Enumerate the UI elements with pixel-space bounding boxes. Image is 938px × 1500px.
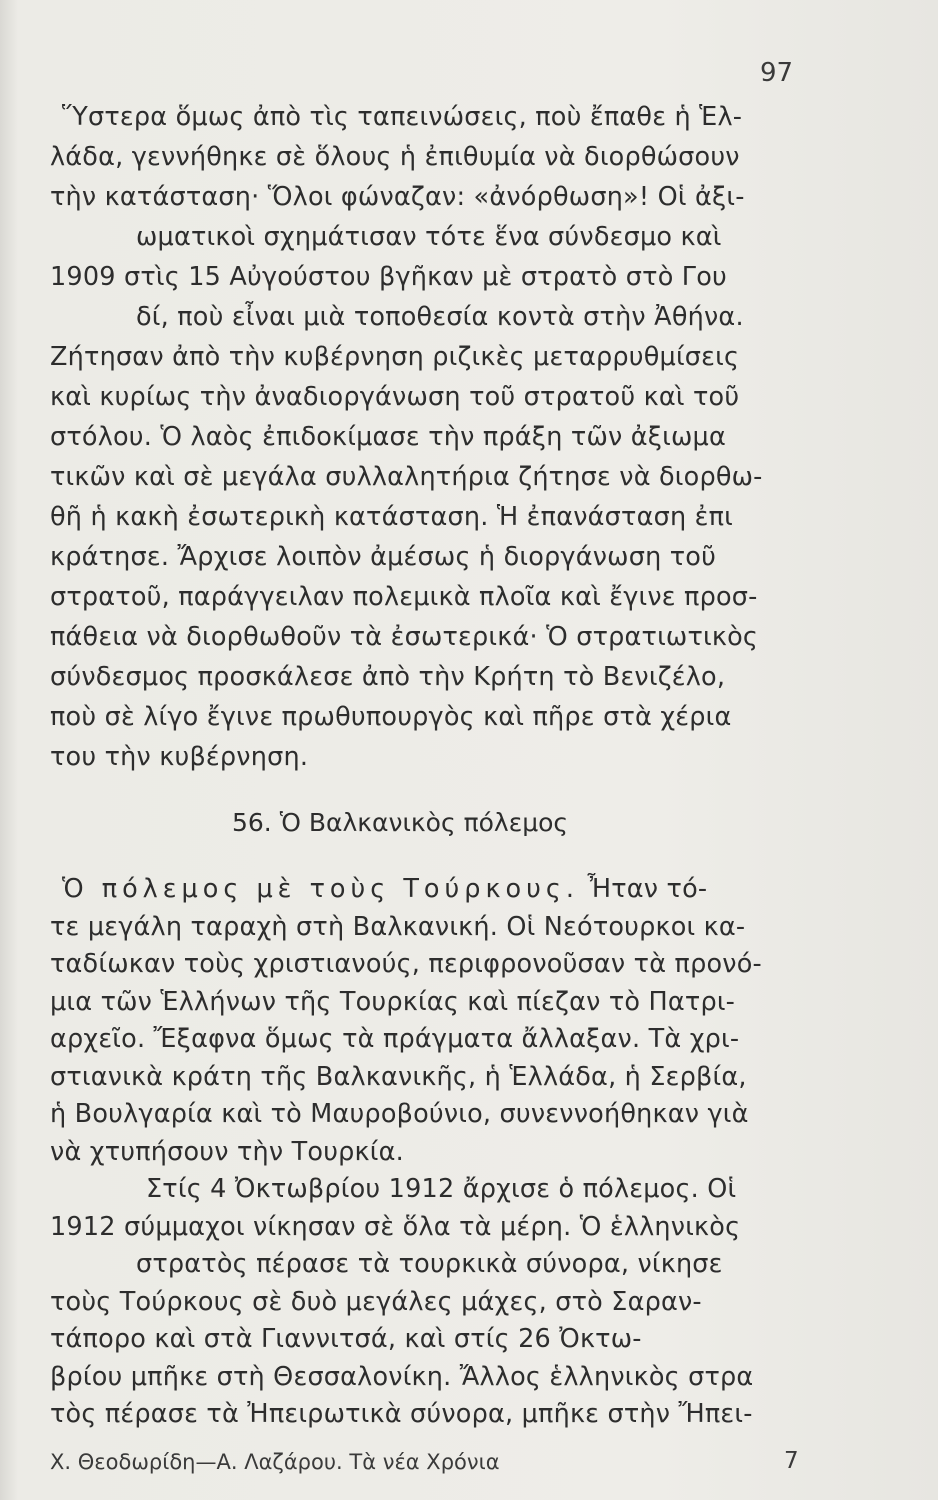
text-line: τάπορο καὶ στὰ Γιαννιτσά, καὶ στίς 26 Ὀκτω- (50, 1324, 642, 1354)
spaced-title: Ὁ πόλεμος μὲ τοὺς Τούρκους. (62, 874, 579, 904)
text-line: στρατοῦ, παράγγειλαν πολεμικὰ πλοῖα καὶ ἔγινε προσ- (50, 582, 758, 612)
text-line: κράτησε. Ἄρχισε λοιπὸν ἀμέσως ἡ διοργάνωση τοῦ (50, 542, 717, 572)
text-line: καὶ κυρίως τὴν ἀναδιοργάνωση τοῦ στρατοῦ καὶ τοῦ (50, 382, 740, 412)
text-line: ποὺ σὲ λίγο ἔγινε πρωθυπουργὸς καὶ πῆρε στὰ χέρια (50, 702, 732, 732)
text-line: βρίου μπῆκε στὴ Θεσσαλονίκη. Ἄλλος ἑλληνικὸς στρα (50, 1361, 754, 1392)
text-line: τὴν κατάσταση· Ὅλοι φώναζαν: «ἀνόρθωση»! Οἱ ἀξι- (50, 182, 745, 212)
text-line: πάθεια νὰ διορθωθοῦν τὰ ἐσωτερικά· Ὁ στρατιωτικὸς (50, 622, 759, 652)
text-line: στρατὸς πέρασε τὰ τουρκικὰ σύνορα, νίκησε (136, 1249, 723, 1279)
text-line: αρχεῖο. Ἔξαφνα ὅμως τὰ πράγματα ἄλλαξαν. Τὰ χρι- (50, 1024, 740, 1054)
text-line: στιανικὰ κράτη τῆς Βαλκανικῆς, ἡ Ἑλλάδα, ἡ Σερβία, (50, 1061, 747, 1092)
text-line (62, 872, 707, 906)
text-line: τικῶν καὶ σὲ μεγάλα συλλαλητήρια ζήτησε νὰ διορθω- (50, 462, 763, 492)
text-continuation: Ἦταν τό- (578, 874, 708, 904)
text-line: Ὕστερα ὅμως ἀπὸ τὶς ταπεινώσεις, ποὺ ἔπαθε ἡ Ἑλ- (62, 102, 743, 132)
footer-citation: Χ. Θεοδωρίδη—Α. Λαζάρου. Τὰ νέα Χρόνια (50, 1450, 500, 1474)
text-line: ἡ Βουλγαρία καὶ τὸ Μαυροβούνιο, συνεννοήθηκαν γιὰ (50, 1099, 749, 1129)
page-number: 97 (760, 58, 794, 88)
text-line: ωματικοὶ σχημάτισαν τότε ἕνα σύνδεσμο καὶ (136, 222, 722, 252)
text-line: νὰ χτυπήσουν τὴν Τουρκία. (50, 1136, 404, 1167)
text-line: Στίς 4 Ὀκτωβρίου 1912 ἄρχισε ὁ πόλεμος. Οἱ (146, 1174, 737, 1204)
text-line: δί, ποὺ εἶναι μιὰ τοποθεσία κοντὰ στὴν Ἀθήνα. (136, 302, 744, 332)
text-line: τοὺς Τούρκους σὲ δυὸ μεγάλες μάχες, στὸ Σαραν- (50, 1286, 702, 1317)
text-line: λάδα, γεννήθηκε σὲ ὅλους ἡ ἐπιθυμία νὰ διορθώσουν (50, 142, 740, 172)
text-line: τὸς πέρασε τὰ Ἠπειρωτικὰ σύνορα, μπῆκε στὴν Ἤπει- (50, 1399, 753, 1429)
signature-mark: 7 (784, 1448, 799, 1474)
text-line: του τὴν κυβέρνηση. (50, 742, 309, 772)
text-line: σύνδεσμος προσκάλεσε ἀπὸ τὴν Κρήτη τὸ Βενιζέλο, (50, 662, 726, 692)
text-line: Ζήτησαν ἀπὸ τὴν κυβέρνηση ριζικὲς μεταρρυθμίσεις (50, 342, 740, 372)
text-line: στόλου. Ὁ λαὸς ἐπιδοκίμασε τὴν πράξη τῶν ἀξιωμα (50, 422, 726, 452)
text-line: τε μεγάλη ταραχὴ στὴ Βαλκανική. Οἱ Νεότουρκοι κα- (50, 911, 746, 942)
text-line: 1909 στὶς 15 Αὐγούστου βγῆκαν μὲ στρατὸ στὸ Γου (50, 262, 727, 292)
text-line: 1912 σύμμαχοι νίκησαν σὲ ὅλα τὰ μέρη. Ὁ ἑλληνικὸς (50, 1211, 741, 1242)
section-heading: 56. Ὁ Βαλκανικὸς πόλεμος (232, 808, 569, 837)
text-line: θῆ ἡ κακὴ ἐσωτερικὴ κατάσταση. Ἡ ἐπανάσταση ἐπι (50, 502, 733, 532)
text-line: ταδίωκαν τοὺς χριστιανούς, περιφρονοῦσαν τὰ προνό- (50, 949, 762, 979)
text-line: μια τῶν Ἑλλήνων τῆς Τουρκίας καὶ πίεζαν τὸ Πατρι- (50, 986, 736, 1017)
